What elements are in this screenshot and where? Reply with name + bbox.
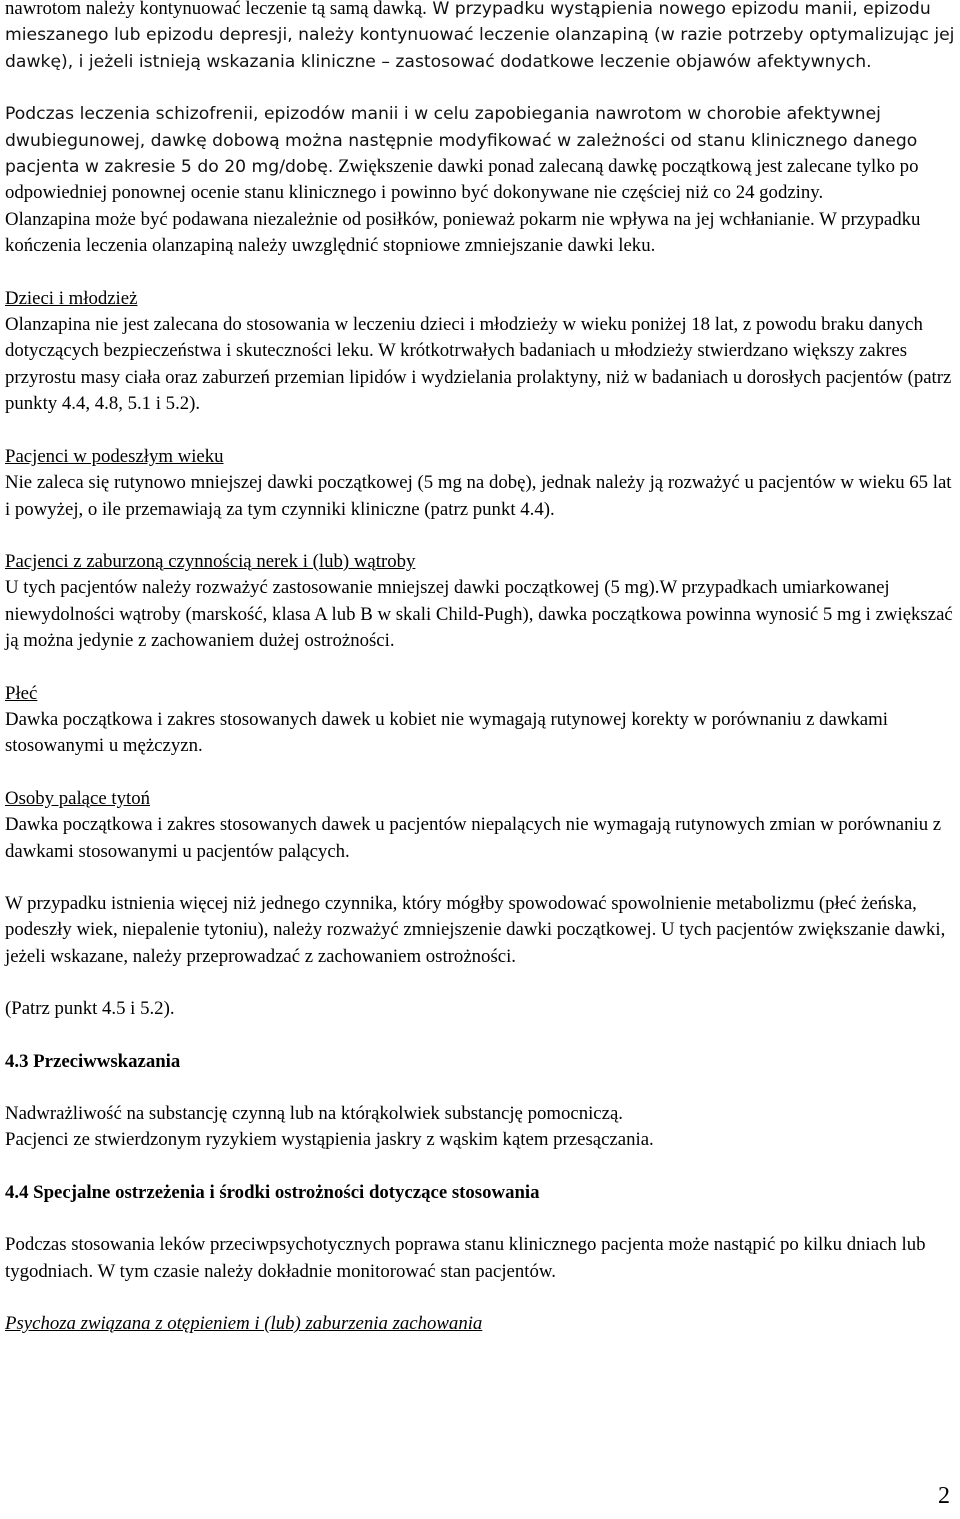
paragraph-gender: Dawka początkowa i zakres stosowanych dawek u kobiet nie wymagają rutynowej korekty w porównaniu z dawkami stosowanymi u mężczyzn.	[5, 708, 888, 757]
heading-smokers: Osoby palące tytoń	[5, 787, 150, 809]
heading-section-4-4: 4.4 Specjalne ostrzeżenia i środki ostrożności dotyczące stosowania	[5, 1181, 540, 1203]
paragraph-fragment: nawrotom należy kontynuować leczenie tą samą dawką.	[5, 0, 427, 19]
paragraph-schizophrenia-dosing	[5, 101, 957, 207]
heading-dementia-psychosis: Psychoza związana z otępieniem i (lub) zaburzenia zachowania	[5, 1313, 483, 1335]
heading-gender: Płeć	[5, 682, 38, 704]
document-page	[5, 0, 957, 1337]
paragraph-elderly: Nie zaleca się rutynowo mniejszej dawki początkowej (5 mg na dobę), jednak należy ją rozważyć u pacjentów w wieku 65 lat i powyżej, o ile przemawiają za tym czynniki kliniczne (patrz punkt 4.4).	[5, 472, 952, 520]
paragraph-contraindication-2: Pacjenci ze stwierdzonym ryzykiem wystąpienia jaskry z wąskim kątem przesączania.	[5, 1129, 654, 1151]
heading-elderly: Pacjenci w podeszłym wieku	[5, 445, 224, 467]
paragraph-fragment: Podczas leczenia schizofrenii, epizodów manii i w celu zapobiegania nawrotom w chorobie afektywnej dwubiegunowej, dawkę dobową można następnie modyfikować w zależności od stanu klinicznego danego pacjenta w zakresie 5 do 20 mg/dobę.	[5, 104, 918, 178]
heading-section-4-3: 4.3 Przeciwwskazania	[5, 1050, 181, 1072]
paragraph-antipsychotic-monitoring: Podczas stosowania leków przeciwpsychotycznych poprawa stanu klinicznego pacjenta może nastąpić po kilku dniach lub tygodniach. W tym czasie należy dokładnie monitorować stan pacjentów.	[5, 1234, 926, 1282]
page-number: 2	[938, 1483, 950, 1509]
paragraph-see-also: (Patrz punkt 4.5 i 5.2).	[5, 998, 175, 1020]
paragraph-smokers: Dawka początkowa i zakres stosowanych dawek u pacjentów niepalących nie wymagają rutynowych zmian w porównaniu z dawkami stosowanymi u pacjentów palących.	[5, 814, 942, 862]
paragraph-children: Olanzapina nie jest zalecana do stosowania w leczeniu dzieci i młodzieży w wieku poniżej 18 lat, z powodu braku danych dotyczących bezpieczeństwa i skuteczności leku. W krótkotrwałych badaniach u młodzieży stwierdzano większy zakres przyrostu masy ciała oraz zaburzeń przemian lipidów i wydzielania prolaktyny, niż w badaniach u dorosłych pacjentów (patrz punkty 4.4, 4.8, 5.1 i 5.2).	[5, 314, 952, 415]
heading-renal-hepatic: Pacjenci z zaburzoną czynnością nerek i (lub) wątroby	[5, 550, 416, 572]
paragraph-multiple-factors: W przypadku istnienia więcej niż jednego czynnika, który mógłby spowodować spowolnienie metabolizmu (płeć żeńska, podeszły wiek, niepalenie tytoniu), należy rozważyć zmniejszenie dawki początkowej. U tych pacjentów zwiększanie dawki, jeżeli wskazane, należy przeprowadzać z zachowaniem ostrożności.	[5, 892, 946, 967]
paragraph-renal-hepatic: U tych pacjentów należy rozważyć zastosowanie mniejszej dawki początkowej (5 mg).W przypadkach umiarkowanej niewydolności wątroby (marskość, klasa A lub B w skali Child-Pugh), dawka początkowa powinna wynosić 5 mg i zwiększać ją można jedynie z zachowaniem dużej ostrożności.	[5, 577, 953, 652]
paragraph-manic-episodes	[5, 0, 957, 75]
paragraph-fragment: Zwiększenie dawki ponad zalecaną dawkę początkową jest zalecane tylko po odpowiedniej ponownej ocenie stanu klinicznego i powinno być dokonywane nie częściej niż co 24 godziny.	[5, 156, 919, 204]
paragraph-fragment: W przypadku wystąpienia nowego epizodu manii, epizodu mieszanego lub epizodu depresji, należy kontynuować leczenie olanzapiną (w razie potrzeby optymalizując jej dawkę), i jeżeli istnieją wskazania kliniczne – zastosować dodatkowe leczenie objawów afektywnych.	[5, 0, 955, 72]
paragraph-contraindication-1: Nadwrażliwość na substancję czynną lub na którąkolwiek substancję pomocniczą.	[5, 1103, 624, 1124]
heading-children: Dzieci i młodzież	[5, 287, 138, 309]
paragraph-food: Olanzapina może być podawana niezależnie od posiłków, ponieważ pokarm nie wpływa na jej wchłanianie. W przypadku kończenia leczenia olanzapiną należy uwzględnić stopniowe zmniejszanie dawki leku.	[5, 208, 921, 257]
